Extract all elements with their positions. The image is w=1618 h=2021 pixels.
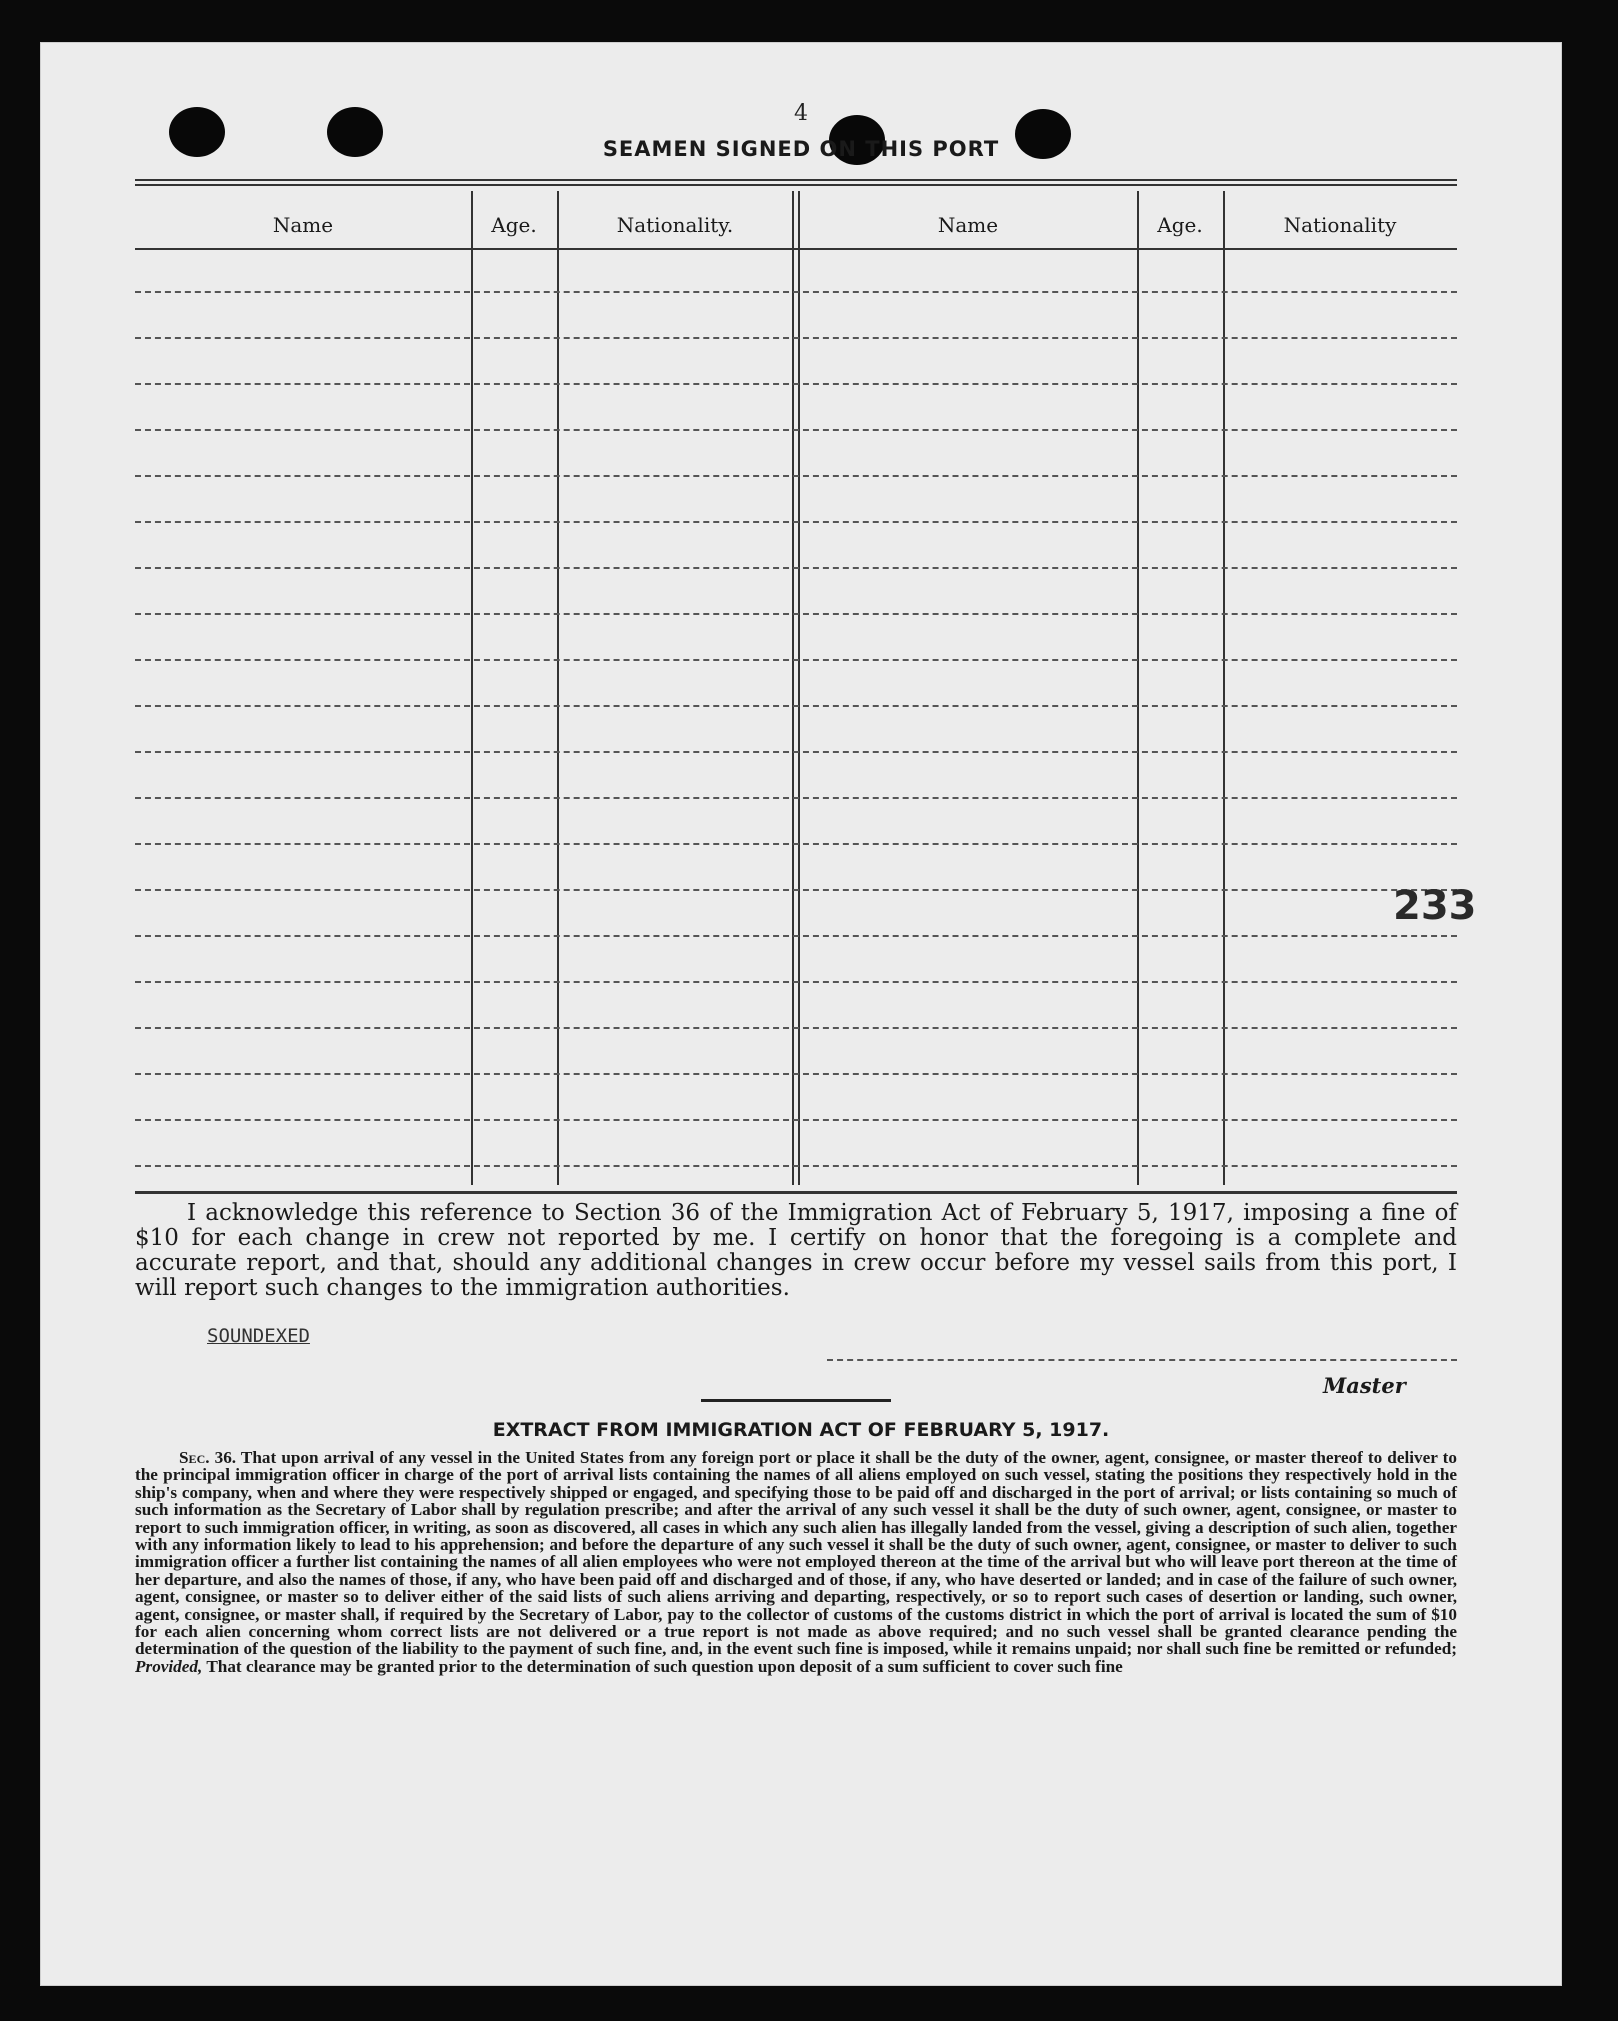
col-header-nationality-left: Nationality. <box>616 213 734 237</box>
signature-line <box>827 1359 1457 1361</box>
table-row-line <box>135 659 1457 661</box>
table-row-line <box>135 613 1457 615</box>
master-label: Master <box>1323 1373 1406 1398</box>
table-row-line <box>135 1073 1457 1075</box>
table-row-line <box>135 475 1457 477</box>
section-divider <box>701 1399 891 1402</box>
table-row-line <box>135 429 1457 431</box>
table-row-line <box>135 1119 1457 1121</box>
extract-title: EXTRACT FROM IMMIGRATION ACT OF FEBRUARY 5, 1917. <box>492 1419 1110 1441</box>
table-bottom-rule <box>135 1191 1457 1194</box>
column-divider <box>471 191 473 1185</box>
table-row-line <box>135 567 1457 569</box>
document-page <box>40 42 1562 1986</box>
table-row-line <box>135 291 1457 293</box>
title-rule <box>135 179 1457 181</box>
extract-text-part1: That upon arrival of any vessel in the United States from any foreign port or place it shall be the duty of the owner, agent, consignee, or master thereof to deliver to the principal immigration officer in charge of the port of arrival lists containing the names of all aliens employed on such vessel, stating the positions they respectively hold in the ship's company, when and where they were respectively shipped or engaged, and specifying those to be paid off and discharged in the port of arrival; or lists containing so much of such information as the Secretary of Labor shall by regulation prescribe; and after the arrival of any such vessel it shall be the duty of such owner, agent, consignee, or master to report to such immigration officer, in writing, as soon as discovered, all cases in which any such alien has illegally landed from the vessel, giving a description of such alien, together with any information likely to lead to his apprehension; and before the departure of any such vessel it shall be the duty of such owner, agent, consignee, or master to deliver to such immigration officer a further list containing the names of all alien employees who were not employed thereon at the time of the arrival but who will leave port thereon at the time of her departure, and also the names of those, if any, who have been paid off and discharged and of those, if any, who have deserted or landed; and in case of the failure of such owner, agent, consignee, or master so to deliver either of the said lists of such aliens arriving and departing, respectively, or so to report such cases of desertion or landing, such owner, agent, consignee, or master shall, if required by the Secretary of Labor, pay to the collector of customs of the customs district in which the port of arrival is located the sum of $10 for each alien concerning whom correct lists are not delivered or a true report is not made as above required; and no such vessel shall be granted clearance pending the determination of the question of the liability to the payment of such fine, and, in the event such fine is imposed, while it remains unpaid; nor shall such fine be remitted or refunded; <box>135 1448 1457 1659</box>
col-header-age-left: Age. <box>491 213 537 237</box>
stamp-number: 233 <box>1393 883 1477 929</box>
table-row-line <box>135 705 1457 707</box>
col-header-age-right: Age. <box>1157 213 1203 237</box>
center-divider <box>798 191 800 1185</box>
table-row-line <box>135 1165 1457 1167</box>
table-row-line <box>135 889 1457 891</box>
col-header-nationality-right: Nationality <box>1283 213 1397 237</box>
provided-word: Provided, <box>135 1656 203 1676</box>
section-label: Sec. 36. <box>179 1448 237 1467</box>
table-row-line <box>135 935 1457 937</box>
crew-table <box>135 191 1477 1196</box>
table-row-line <box>135 981 1457 983</box>
extract-body <box>135 1449 1457 1675</box>
title-rule-double <box>135 184 1457 186</box>
col-header-name-right: Name <box>937 213 999 237</box>
table-row-line <box>135 797 1457 799</box>
page-title: SEAMEN SIGNED ON THIS PORT <box>602 137 1000 161</box>
column-divider <box>1223 191 1225 1185</box>
column-divider <box>557 191 559 1185</box>
table-row-line <box>135 843 1457 845</box>
page-number: 4 <box>794 101 808 126</box>
soundexed-stamp: SOUNDEXED <box>207 1325 310 1347</box>
table-row-line <box>135 337 1457 339</box>
center-divider <box>792 191 794 1185</box>
table-row-line <box>135 1027 1457 1029</box>
table-row-line <box>135 751 1457 753</box>
table-header-rule <box>135 248 1457 250</box>
table-row-line <box>135 521 1457 523</box>
column-divider <box>1137 191 1139 1185</box>
extract-text-part2: That clearance may be granted prior to the determination of such question upon deposit of a sum sufficient to cover such fine <box>206 1656 1123 1676</box>
acknowledgement-text: I acknowledge this reference to Section 36 of the Immigration Act of February 5, 1917, imposing a fine of $10 for each change in crew not reported by me. I certify on honor that the foregoing is a complete and accurate report, and that, should any additional changes in crew occur before my vessel sails from this port, I will report such changes to the immigration authorities. <box>135 1200 1457 1301</box>
col-header-name-left: Name <box>272 213 334 237</box>
table-row-line <box>135 383 1457 385</box>
